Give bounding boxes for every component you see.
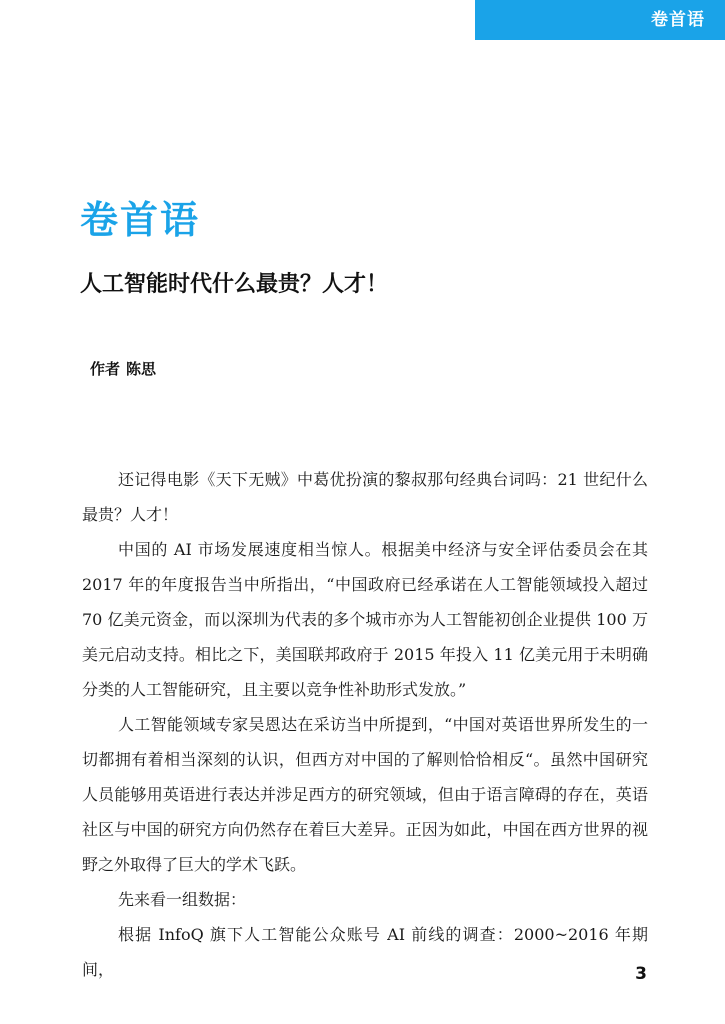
paragraph: 中国的 AI 市场发展速度相当惊人。根据美中经济与安全评估委员会在其 2017 年的年度报告当中所指出，“中国政府已经承诺在人工智能领域投入超过 70 亿美元资金，而以深圳为代表的多个城市亦为人工智能初创企业提供 100 万美元启动支持。相比之下，美国联邦政府于 2015 年投入 11 亿美元用于未明确分类的人工智能研究，且主要以竞争性补助形式发放。” [82, 540, 648, 699]
author-label: 作者 [90, 360, 121, 378]
paragraph: 先来看一组数据： [118, 890, 247, 909]
section-tab: 卷首语 [475, 0, 725, 40]
author-line [90, 358, 162, 380]
paragraph: 人工智能领域专家吴恩达在采访当中所提到，“中国对英语世界所发生的一切都拥有着相当深刻的认识，但西方对中国的了解则恰恰相反“。虽然中国研究人员能够用英语进行表达并涉足西方的研究领域，但由于语言障碍的存在，英语社区与中国的研究方向仍然存在着巨大差异。正因为如此，中国在西方世界的视野之外取得了巨大的学术飞跃。 [82, 715, 648, 874]
author-name: 陈思 [126, 360, 157, 378]
chapter-subtitle: 人工智能时代什么最贵？人才！ [80, 272, 389, 297]
chapter-title: 卷首语 [80, 198, 201, 242]
paragraph: 根据 InfoQ 旗下人工智能公众账号 AI 前线的调查：2000~2016 年期间， [82, 925, 648, 979]
paragraph: 还记得电影《天下无贼》中葛优扮演的黎叔那句经典台词吗：21 世纪什么最贵？人才！ [82, 470, 648, 524]
article-body [82, 462, 648, 987]
page-number: 3 [635, 964, 647, 984]
